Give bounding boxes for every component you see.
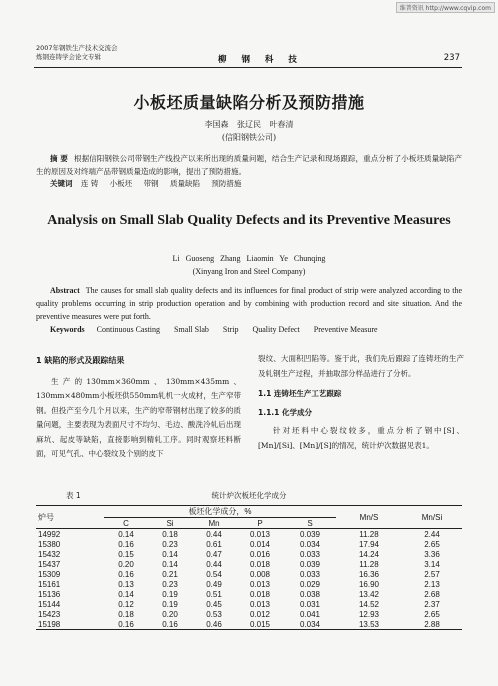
table-cell: 0.16 [118,539,134,549]
subsection-heading: 1.1 连铸坯生产工艺跟踪 [258,389,342,398]
table-cell: 0.029 [299,579,321,589]
table-body [36,529,462,630]
table-cell: 0.034 [284,619,336,630]
heat-number-cell: 15432 [38,549,61,559]
table-cell: 0.61 [206,539,222,549]
table-cell: 3.14 [424,559,440,569]
heat-number-cell: 15380 [38,539,61,549]
keyword-chinese: 连 铸 [80,179,99,188]
table-row [36,599,462,609]
journal-name: 柳 钢 科 技 [218,55,303,65]
table-cell: 0.53 [206,609,222,619]
body-paragraph: 针对坯料中心裂纹较多，重点分析了钢中[S]、[Mn]/[Si]、[Mn]/[S]的情况，统计炉次数据见表1。 [258,426,464,450]
abstract-chinese [36,152,462,178]
table-cell: 0.013 [249,579,271,589]
table-cell: 0.18 [118,609,134,619]
authors-english: Li Guoseng Zhang Liaomin Ye Chunqing [172,254,326,263]
subsubsection-heading: 1.1.1 化学成分 [258,407,312,417]
column-header-mn-si: Mn/Si [402,506,462,529]
table-cell: 0.47 [206,549,222,559]
keyword-chinese: 带钢 [143,179,159,188]
table-cell: 0.015 [236,619,284,630]
table-cell: 0.18 [162,529,178,539]
table-row [36,549,462,559]
table-cell: 0.018 [249,589,271,599]
table-cell: 14.52 [358,599,380,609]
table-cell: 0.14 [162,549,178,559]
header-rule [34,67,462,68]
table-cell: 0.51 [206,589,222,599]
table-row [36,559,462,569]
table-cell: 0.039 [299,529,321,539]
keywords-label-english: Keywords [50,325,85,334]
body-paragraph: 生产的130mm×360mm、130mm×435mm、130mm×480mm小板坯供550mm轧机一火成材，生产窄带钢。但投产至今几个月以来，生产的窄带钢材出现了较多的质量问题，主要表现为表面尺寸不均匀、毛边、酸洗冷轧后出现麻坑、起皮等缺陷，直接影响到精轧工序。同时观察坯料断面，可见气孔、中心裂纹及个别的皮下 [36,376,241,458]
conference-name: 2007年钢铁生产技术交流会 [36,44,118,52]
column-header-heat: 炉号 [36,506,104,529]
table-cell: 0.19 [162,599,178,609]
heat-number-cell: 15198 [36,619,104,630]
table-cell: 0.038 [299,589,321,599]
table-cell: 0.23 [162,539,178,549]
keyword-english: Strip [222,325,239,334]
body-column-left [36,352,241,462]
watermark: 维普资讯 http://www.cqvip.com [396,2,495,13]
table-cell: 0.033 [299,569,321,579]
page-number: 237 [443,53,460,63]
table-cell: 0.018 [249,559,271,569]
table-cell: 0.033 [299,549,321,559]
table-cell: 17.94 [358,539,380,549]
heat-number-cell: 15136 [38,589,61,599]
column-header-element: S [284,518,336,529]
table-cell: 12.93 [358,609,380,619]
table-cell: 0.14 [118,529,134,539]
table-cell: 0.44 [206,529,222,539]
heat-number-cell: 15309 [38,569,61,579]
table-cell: 16.36 [358,569,380,579]
abstract-label-english: Abstract [50,286,80,295]
table-row [36,589,462,599]
table-cell: 0.19 [162,589,178,599]
column-group-composition: 板坯化学成分，% [104,506,336,518]
table-row [36,539,462,549]
abstract-text-chinese: 根据信阳钢铁公司带钢生产线投产以来所出现的质量问题，结合生产记录和现场跟踪，重点分析了小板坯质量缺陷产生的原因及对终端产品带钢质量造成的影响，提出了预防措施。 [36,154,462,176]
table-cell: 0.44 [206,559,222,569]
table-cell: 13.53 [336,619,402,630]
keyword-english: Quality Defect [252,325,300,334]
table-cell: 2.13 [424,579,440,589]
running-header-left [36,44,118,62]
abstract-english [36,284,462,323]
table-cell: 0.14 [118,589,134,599]
table-cell: 0.49 [206,579,222,589]
table-cell: 0.23 [162,579,178,589]
table-cell: 0.039 [299,559,321,569]
table-cell: 0.54 [206,569,222,579]
authors-chinese: 李国森 张辽民 叶春清 [204,120,294,129]
table-cell: 0.041 [299,609,321,619]
table-cell: 0.008 [249,569,271,579]
abstract-label-chinese: 摘 要 [50,154,68,163]
keywords-label-chinese: 关键词 [50,179,73,188]
table-cell: 2.68 [424,589,440,599]
keyword-chinese: 预防措施 [211,179,242,188]
column-header-element: P [236,518,284,529]
table-cell: 11.28 [359,529,379,539]
heat-number-cell: 15144 [38,599,61,609]
table-cell: 0.20 [162,609,178,619]
table-cell: 2.57 [424,569,440,579]
table-cell: 0.034 [299,539,321,549]
table-cell: 0.013 [249,529,271,539]
heat-number-cell: 15161 [38,579,61,589]
proceedings-name: 炼钢连铸学会论文专辑 [36,53,101,61]
table-cell: 0.46 [192,619,236,630]
table-cell: 2.44 [424,529,440,539]
keyword-english: Preventive Measure [313,325,378,334]
table-row [36,569,462,579]
composition-table [36,505,462,630]
table-cell: 0.12 [118,599,134,609]
abstract-text-english: The causes for small slab quality defects and its influences for final product of strip were analyzed according to the quality problems occurring in strip production operation and by combining with production record and site situation. And the preventive measures were put forth. [36,286,462,321]
table-cell: 0.16 [104,619,148,630]
keyword-chinese: 小板坯 [109,179,133,188]
table-cell: 2.37 [424,599,440,609]
column-header-element: Si [148,518,192,529]
table-cell: 11.28 [359,559,379,569]
table-cell: 2.65 [424,539,440,549]
keyword-english: Continuous Casting [96,325,161,334]
keywords-english [50,325,390,334]
column-header-element: C [104,518,148,529]
table-row [36,529,462,540]
table-cell: 13.42 [358,589,380,599]
column-header-element: Mn [192,518,236,529]
affiliation-chinese: (信阳钢铁公司) [221,133,277,142]
table-cell: 0.45 [206,599,222,609]
table-cell: 0.16 [148,619,192,630]
table-title: 统计炉次板坯化学成分 [211,491,287,500]
table-cell: 0.16 [118,569,134,579]
column-header-mn-s: Mn/S [336,506,402,529]
table-cell: 0.031 [299,599,321,609]
table-cell: 0.15 [118,549,134,559]
table-cell: 0.016 [249,549,271,559]
table-cell: 0.013 [249,599,271,609]
heat-number-cell: 15423 [38,609,61,619]
table-cell: 16.90 [358,579,380,589]
table-cell: 0.20 [118,559,134,569]
table-cell: 2.88 [402,619,462,630]
heat-number-cell: 14992 [38,529,61,539]
title-chinese: 小板坯质量缺陷分析及预防措施 [133,93,365,112]
table-cell: 0.13 [118,579,134,589]
table-number: 表 1 [66,491,81,500]
table-row [36,579,462,589]
section-heading: 1 缺陷的形式及跟踪结果 [36,356,125,365]
body-paragraph: 裂纹、大面积凹陷等。鉴于此，我们先后跟踪了连铸坯的生产及轧钢生产过程，并抽取部分样品进行了分析。 [258,354,464,378]
table-cell: 14.24 [358,549,380,559]
title-english: Analysis on Small Slab Quality Defects and its Preventive Measures [47,213,451,228]
table-cell: 0.21 [162,569,178,579]
heat-number-cell: 15437 [38,559,61,569]
table-row [36,609,462,619]
keyword-english: Small Slab [174,325,209,334]
table-row [36,619,462,630]
affiliation-english: (Xinyang Iron and Steel Company) [192,267,306,276]
table-cell: 2.65 [424,609,440,619]
table-cell: 0.012 [249,609,271,619]
body-column-right [258,352,464,453]
table-cell: 0.14 [162,559,178,569]
table-cell: 3.36 [424,549,440,559]
keywords-chinese [50,178,250,189]
keyword-chinese: 质量缺陷 [169,179,200,188]
table-cell: 0.014 [249,539,271,549]
